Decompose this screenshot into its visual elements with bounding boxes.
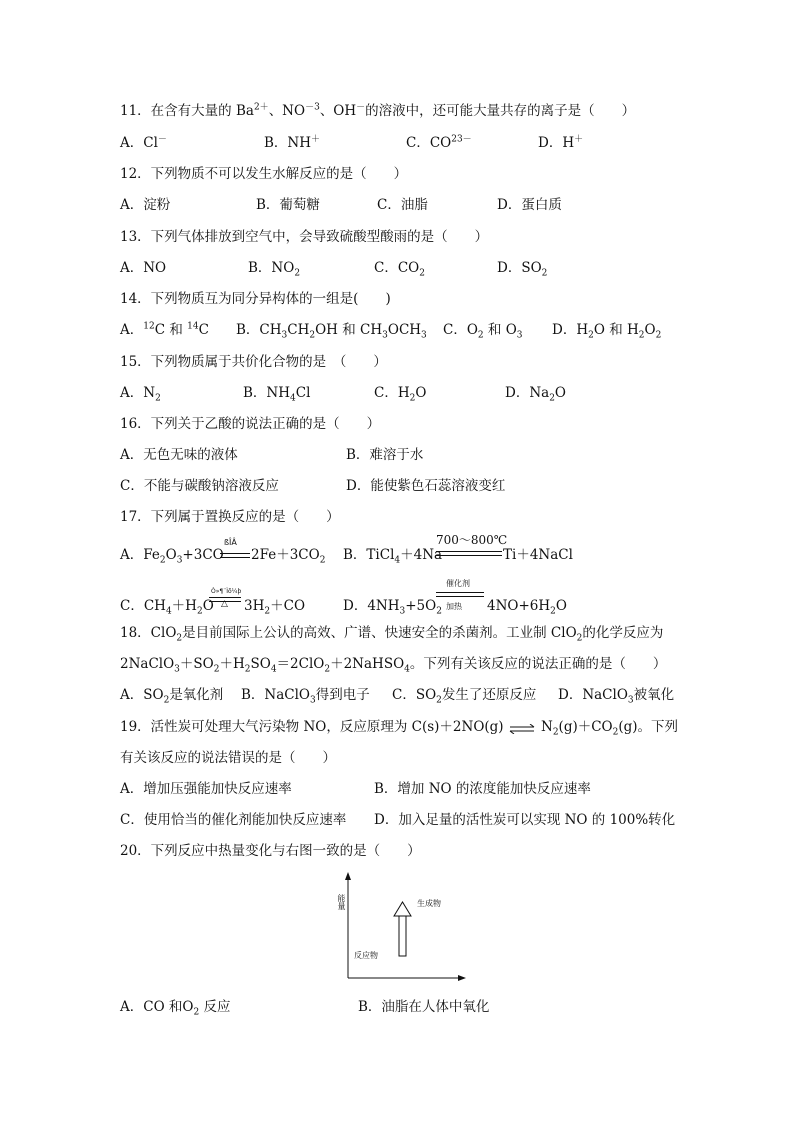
q14-option-a: A．$^{12}$C 和 $^{14}$C	[120, 321, 209, 338]
q19-option-a: A．增加压强能加快反应速率	[120, 781, 292, 797]
q19-option-c: C．使用恰当的催化剂能加快反应速率	[120, 812, 347, 828]
q15-option-b: B．$NH_4Cl$	[243, 385, 311, 404]
q14-option-d: D．$H_2O$ 和 $H_2O_2$	[552, 322, 662, 341]
q19-option-b: B．增加 NO 的浓度能加快反应速率	[374, 781, 591, 797]
q19-line1a: 19．活性炭可处理大气污染物 NO，反应原理为 C(s)＋2NO(g)	[120, 719, 504, 735]
energy-axis-label: 能量	[337, 894, 346, 910]
q16-option-a: A．无色无味的液体	[120, 447, 238, 463]
reactants-label: 反应物	[354, 951, 378, 960]
q15-option-d: D．$Na_2O$	[505, 385, 566, 404]
q17-b-product: Ti＋4NaCl	[503, 547, 573, 563]
q17-c-condition-bottom: △	[221, 599, 228, 609]
q18-option-c: C．$SO_2$发生了还原反应	[392, 687, 537, 706]
q18-line2: $2NaClO_3+SO_2+H_2SO_4=2ClO_2+2NaHSO_4$。下列有关该反应的说法正确的是（ ）	[120, 656, 667, 675]
q17-b-condition: 700～800℃	[436, 533, 508, 547]
energy-diagram	[336, 872, 468, 984]
q11-option-d: D．H＋	[538, 134, 584, 151]
q17-a-equals	[220, 553, 250, 558]
q14-option-b: B．$CH_3CH_2OH$ 和 $CH_3OCH_3$	[236, 322, 427, 341]
q15-option-a: A．$N_2$	[120, 385, 161, 404]
q17-d-equals	[436, 592, 484, 597]
q11-option-a: A．Cl－	[120, 134, 167, 151]
products-label: 生成物	[417, 899, 441, 908]
q15-option-c: C．$H_2O$	[374, 385, 427, 404]
q15-stem: 15．下列物质属于共价化合物的是 （ ）	[120, 354, 387, 370]
q17-a-condition: ßÎÂ	[224, 538, 237, 547]
q17-option-c: C．$CH_4+H_2O$	[120, 598, 214, 617]
q13-stem: 13．下列气体排放到空气中，会导致硫酸型酸雨的是（ ）	[120, 229, 489, 245]
q20-stem: 20．下列反应中热量变化与右图一致的是（ ）	[120, 843, 421, 859]
q14-stem: 14．下列物质互为同分异构体的一组是( )	[120, 291, 391, 307]
q19-line2: 有关该反应的说法错误的是（ ）	[120, 750, 336, 766]
q17-d-condition-top: 催化剂	[446, 579, 470, 588]
q13-option-d: D．$SO_2$	[497, 260, 548, 279]
q13-option-b: B．$NO_2$	[248, 260, 301, 279]
q17-option-b: B．TiCl$_4$＋4Na	[343, 547, 443, 566]
q14-option-c: C．$O_2$ 和 $O_3$	[443, 322, 523, 341]
q18-option-a: A．$SO_2$是氧化剂	[120, 687, 224, 706]
q17-option-d: D．$4NH_3+5O_2$	[343, 598, 442, 617]
q17-stem: 17．下列属于置换反应的是（ ）	[120, 509, 340, 525]
q17-c-product: $3H_2+CO$	[244, 598, 306, 617]
q19-equilibrium-arrow	[508, 722, 536, 732]
q17-d-product: $4NO+6H_2O$	[487, 598, 567, 617]
q16-option-c: C．不能与碳酸钠溶液反应	[120, 478, 279, 494]
energy-diagram-axes	[336, 872, 468, 984]
q17-c-condition-top: Ò»¶¨Ìõ¼þ	[211, 588, 242, 595]
q19-option-d: D．加入足量的活性炭可以实现 NO 的 100%转化	[374, 812, 676, 828]
q20-option-b: B．油脂在人体中氧化	[358, 999, 490, 1015]
q12-stem: 12．下列物质不可以发生水解反应的是（ ）	[120, 166, 408, 182]
q17-b-equals	[436, 551, 502, 556]
q16-option-b: B．难溶于水	[346, 447, 424, 463]
q11-option-c: C．$CO^{23-}$	[406, 134, 472, 151]
q18-line1: 18．ClO$_2$是目前国际上公认的高效、广谱、快速安全的杀菌剂。工业制 ClO$_2$的化学反应为	[120, 625, 664, 644]
q12-option-c: C．油脂	[377, 197, 428, 213]
q12-option-a: A．淀粉	[120, 197, 171, 213]
q12-option-b: B．葡萄糖	[256, 197, 320, 213]
q17-d-condition-bottom: 加热	[446, 602, 462, 611]
q16-option-d: D．能使紫色石蕊溶液变红	[346, 478, 506, 494]
q13-option-a: A．NO	[120, 260, 167, 276]
q18-option-b: B．NaClO$_3$得到电子	[241, 687, 370, 706]
q11-option-b: B．NH＋	[264, 134, 321, 151]
q18-option-d: D．NaClO$_3$被氧化	[558, 687, 675, 706]
q17-a-product: $2Fe+3CO_2$	[251, 547, 326, 566]
q12-option-d: D．蛋白质	[497, 197, 562, 213]
q17-option-a: A．$Fe_2O_3+3CO$	[120, 547, 224, 566]
q13-option-c: C．$CO_2$	[374, 260, 425, 279]
q11-stem: 11．在含有大量的 $Ba^{2+}$、$NO^{-3}$、OH－的溶液中，还可能大量共存的离子是（ ）	[120, 102, 636, 119]
q20-option-a: A．CO 和$O_2$ 反应	[120, 999, 231, 1018]
q19-line1b: $N_2(g)+CO_2(g)$。下列	[541, 719, 679, 738]
q16-stem: 16．下列关于乙酸的说法正确的是（ ）	[120, 416, 381, 432]
